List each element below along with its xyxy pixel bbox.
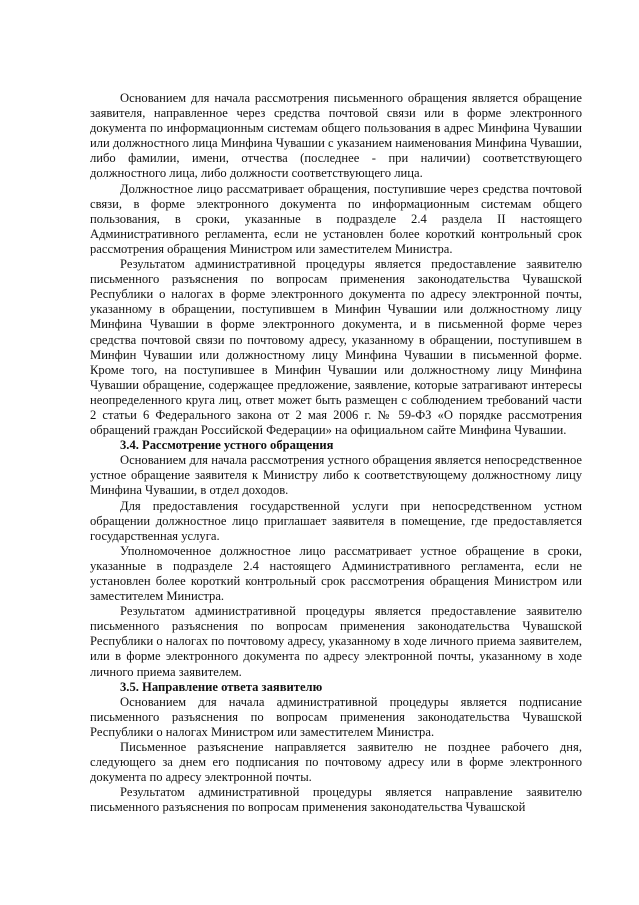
paragraph-answer-result: Результатом административной процедуры является направление заявителю письменного разъяснения по вопросам применения законодательства Чувашской	[90, 785, 582, 815]
paragraph-written-basis: Основанием для начала рассмотрения письменного обращения является обращение заявителя, направленное через средства почтовой связи или в форме электронного документа по информационным системам общего пользования в адрес Минфина Чувашии или должностного лица Минфина Чувашии с указанием наименования Минфина Чувашии, либо фамилии, имени, отчества (последнее - при наличии) соответствующего должностного лица, либо должности соответствующего лица.	[90, 91, 582, 181]
paragraph-official-review: Должностное лицо рассматривает обращения, поступившие через средства почтовой связи, в форме электронного документа по информационным системам общего пользования, в сроки, указанные в подразделе 2.4 раздела II настоящего Административного регламента, если не установлен более короткий контрольный срок рассмотрения обращения Министром или заместителем Министра.	[90, 181, 582, 256]
paragraph-oral-result: Результатом административной процедуры является предоставление заявителю письменного разъяснения по вопросам применения законодательства Чувашской Республики о налогах по почтовому адресу, указанному в ходе личного приема заявителем, или в форме электронного документа по адресу электронной почты, указанному в ходе личного приема заявителем.	[90, 604, 582, 679]
paragraph-oral-invite: Для предоставления государственной услуги при непосредственном устном обращении должностное лицо приглашает заявителя в помещение, где предоставляется государственная услуга.	[90, 498, 582, 543]
paragraph-oral-review: Уполномоченное должностное лицо рассматривает устное обращение в сроки, указанные в подразделе 2.4 настоящего Административного регламента, если не установлен более короткий контрольный срок рассмотрения обращения Министром или заместителем Министра.	[90, 543, 582, 604]
document-page	[90, 91, 582, 816]
heading-3-4: 3.4. Рассмотрение устного обращения	[120, 438, 334, 453]
paragraph-oral-basis: Основанием для начала рассмотрения устного обращения является непосредственное устное обращение заявителя к Министру либо к соответствующему должностному лицу Минфина Чувашии, в отдел доходов.	[90, 453, 582, 498]
heading-3-5: 3.5. Направление ответа заявителю	[120, 679, 323, 694]
paragraph-answer-basis: Основанием для начала административной процедуры является подписание письменного разъяснения по вопросам применения законодательства Чувашской Республики о налогах Министром или заместителем Министра.	[90, 694, 582, 739]
paragraph-answer-timing: Письменное разъяснение направляется заявителю не позднее рабочего дня, следующего за днем его подписания по почтовому адресу или в форме электронного документа по адресу электронной почты.	[90, 740, 582, 785]
paragraph-written-result: Результатом административной процедуры является предоставление заявителю письменного разъяснения по вопросам применения законодательства Чувашской Республики о налогах в форме электронного документа по адресу электронной почты, указанному в обращении, поступившем в Минфин Чувашии или должностному лицу Минфина Чувашии в форме электронного документа, и в письменной форме через средства почтовой связи по почтовому адресу, указанному в обращении, поступившем в Минфин Чувашии или должностному лицу Минфина Чувашии в письменной форме. Кроме того, на поступившее в Минфин Чувашии или должностному лицу Минфина Чувашии обращение, содержащее предложение, заявление, которые затрагивают интересы неопределенного круга лиц, ответ может быть размещен с соблюдением требований части 2 статьи 6 Федерального закона от 2 мая 2006 г. № 59-ФЗ «О порядке рассмотрения обращений граждан Российской Федерации» на официальном сайте Минфина Чувашии.	[90, 257, 582, 438]
